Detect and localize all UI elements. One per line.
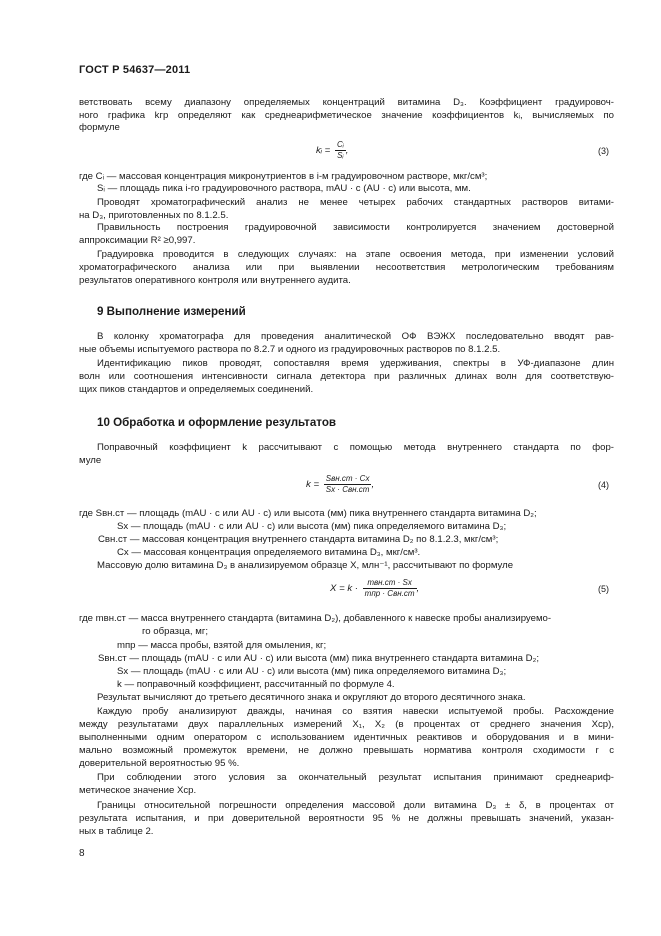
definition-line: Sx — площадь (mAU · c или AU · c) или высота (мм) пика определяемого витамина D₃; [117, 521, 507, 532]
text-line: ных в таблице 2. [79, 826, 154, 837]
formula-lhs: k = [306, 479, 320, 491]
section-heading: 9 Выполнение измерений [97, 305, 246, 318]
text-line: между результатами двух параллельных измерений X₁, X₂ (в процентах от среднего значения Xср), [79, 719, 614, 730]
definition-line: го образца, мг; [142, 626, 209, 637]
text-line: волн или соотношения интенсивности сигнала детектора при различных длинах волн для соответствую- [79, 371, 614, 382]
definition-line: mпр — масса пробы, взятой для омыления, кг; [117, 640, 327, 651]
text-line: мально возможный промежуток времени, не должно превышать норматива контроля сходимости r с [79, 745, 614, 756]
formula-tail: , [345, 145, 349, 157]
fraction [363, 578, 417, 599]
text-line: Градуировка проводится в следующих случаях: на этапе освоения метода, при изменении условий [97, 249, 614, 260]
fraction-numerator: Sвн.ст · Cx [325, 474, 370, 483]
text-line: аппроксимации R² ≥0,997. [79, 235, 196, 246]
text-line: Правильность построения градуировочной зависимости контролируется значением достоверной [97, 222, 614, 233]
formula-lhs: kᵢ = [316, 145, 331, 157]
page-header: ГОСТ Р 54637—2011 [79, 64, 191, 76]
equation-number: (3) [598, 146, 609, 156]
fraction-denominator: Sᵢ [337, 151, 344, 160]
formula-5 [330, 578, 419, 599]
equation-number: (4) [598, 480, 609, 490]
text-line: выполненными одним оператором с использованием идентичных реактивов и оборудования и в мини- [79, 732, 614, 743]
fraction [335, 140, 346, 161]
text-line: формуле [79, 122, 120, 133]
definition-line: Sx — площадь (mAU · c или AU · c) или высота (мм) пика определяемого витамина D₃; [117, 666, 507, 677]
definition-line: Sвн.ст — площадь (mAU · c или AU · c) или высота (мм) пика внутреннего стандарта витамина D₂; [98, 653, 539, 664]
page-number: 8 [79, 848, 85, 859]
definition-line: где Sвн.ст — площадь (mAU · c или AU · c) или высота (мм) пика внутреннего стандарта витамина D₂; [79, 508, 537, 519]
text-line: Каждую пробу анализируют дважды, начиная со взятия навески испытуемой пробы. Расхождение [97, 706, 614, 717]
definition-line: где mвн.ст — масса внутреннего стандарта (витамина D₂), добавленного к навеске пробы анализируемо- [79, 613, 552, 624]
definition-line: Cвн.ст — массовая концентрация внутреннего стандарта витамина D₂ по 8.1.2.3, мкг/см³; [98, 534, 499, 545]
fraction-numerator: mвн.ст · Sx [363, 578, 417, 589]
section-heading: 10 Обработка и оформление результатов [97, 416, 337, 429]
text-line: ные объемы испытуемого раствора по 8.2.7 и одного из градуировочных растворов по 8.1.2.5. [79, 344, 501, 355]
text-line: метическое значение Xср. [79, 785, 197, 796]
text-line: Идентификацию пиков проводят, сопоставляя время удерживания, спектры в УФ-диапазоне длин [97, 358, 614, 369]
text-line: Поправочный коэффициент k рассчитывают с помощью метода внутреннего стандарта по фор- [97, 442, 614, 453]
text-line: результатов оперативного контроля или внутреннего аудита. [79, 275, 351, 286]
definition-line: k — поправочный коэффициент, рассчитанный по формуле 4. [117, 679, 395, 690]
definition-line: Sᵢ — площадь пика i-го градуировочного раствора, mAU · c (AU · c) или высота, мм. [97, 183, 471, 194]
equation-number: (5) [598, 584, 609, 594]
formula-3 [316, 140, 348, 161]
formula-tail: , [416, 583, 420, 595]
text-line: ного графика kгр определяют как среднеарифметическое значение коэффициентов kᵢ, вычисляемых по [79, 110, 614, 121]
text-line: Результат вычисляют до третьего десятичного знака и округляют до второго десятичного знака. [97, 692, 526, 703]
text-line: В колонку хроматографа для проведения аналитической ОФ ВЭЖХ последовательно вводят рав- [97, 331, 614, 342]
text-line: результата испытания, и при доверительной вероятности 95 % не должны превышать значений, указан- [79, 813, 614, 824]
definition-line: где Cᵢ — массовая концентрация микронутриентов в i-м градуировочном растворе, мкг/см³; [79, 171, 488, 182]
formula-4 [306, 474, 374, 495]
fraction-denominator: mпр · Cвн.ст [364, 589, 415, 598]
fraction-denominator: Sx · Cвн.ст [325, 485, 370, 494]
text-line: щих пиков стандартов и определяемых соединений. [79, 384, 314, 395]
text-line: на D₃, приготовленных по 8.1.2.5. [79, 210, 229, 221]
text-line: ветствовать всему диапазону определяемых концентраций витамина D₃. Коэффициент градуировоч- [79, 97, 614, 108]
text-line: муле [79, 455, 102, 466]
text-line: Проводят хроматографический анализ не менее четырех рабочих стандартных растворов витами- [97, 197, 614, 208]
formula-tail: , [371, 479, 375, 491]
fraction-numerator: Cᵢ [336, 140, 344, 149]
text-line: Массовую долю витамина D₃ в анализируемом образце X, млн⁻¹, рассчитывают по формуле [97, 560, 514, 571]
text-line: доверительной вероятностью 95 %. [79, 758, 240, 769]
definition-line: Cx — массовая концентрация определяемого витамина D₃, мкг/см³. [117, 547, 421, 558]
text-line: хроматографического анализа или при выявлении несоответствия метрологическим требованиям [79, 262, 614, 273]
formula-lhs: X = k · [330, 583, 358, 595]
text-line: При соблюдении этого условия за окончательный результат испытания принимают среднеариф- [97, 772, 614, 783]
fraction [324, 474, 375, 495]
text-line: Границы относительной погрешности определения массовой доли витамина D₃ ± δ, в процентах от [97, 800, 614, 811]
